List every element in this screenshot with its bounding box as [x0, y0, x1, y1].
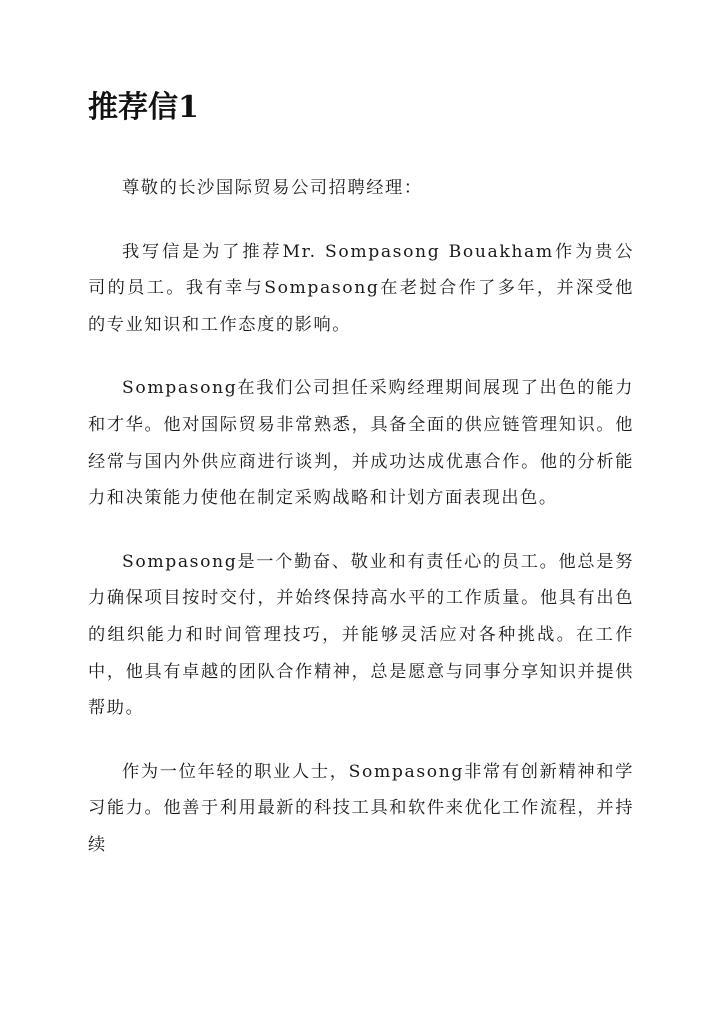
- paragraph-introduction: 我写信是为了推荐Mr. Sompasong Bouakham作为贵公司的员工。我有幸与Sompasong在老挝合作了多年，并深受他的专业知识和工作态度的影响。: [88, 241, 634, 335]
- letter-body: [88, 170, 634, 891]
- paragraph-innovation: 作为一位年轻的职业人士，Sompasong非常有创新精神和学习能力。他善于利用最新的科技工具和软件来优化工作流程，并持续: [88, 761, 634, 855]
- salutation: 尊敬的长沙国际贸易公司招聘经理：: [122, 178, 423, 198]
- document-title: 推荐信1: [88, 90, 199, 125]
- paragraph-abilities: Sompasong在我们公司担任采购经理期间展现了出色的能力和才华。他对国际贸易非常熟悉，具备全面的供应链管理知识。他经常与国内外供应商进行谈判，并成功达成优惠合作。他的分析能力和决策能力使他在制定采购战略和计划方面表现出色。: [88, 378, 634, 509]
- paragraph-work-ethic: Sompasong是一个勤奋、敬业和有责任心的员工。他总是努力确保项目按时交付，并始终保持高水平的工作质量。他具有出色的组织能力和时间管理技巧，并能够灵活应对各种挑战。在工作中，他具有卓越的团队合作精神，总是愿意与同事分享知识并提供帮助。: [88, 551, 634, 719]
